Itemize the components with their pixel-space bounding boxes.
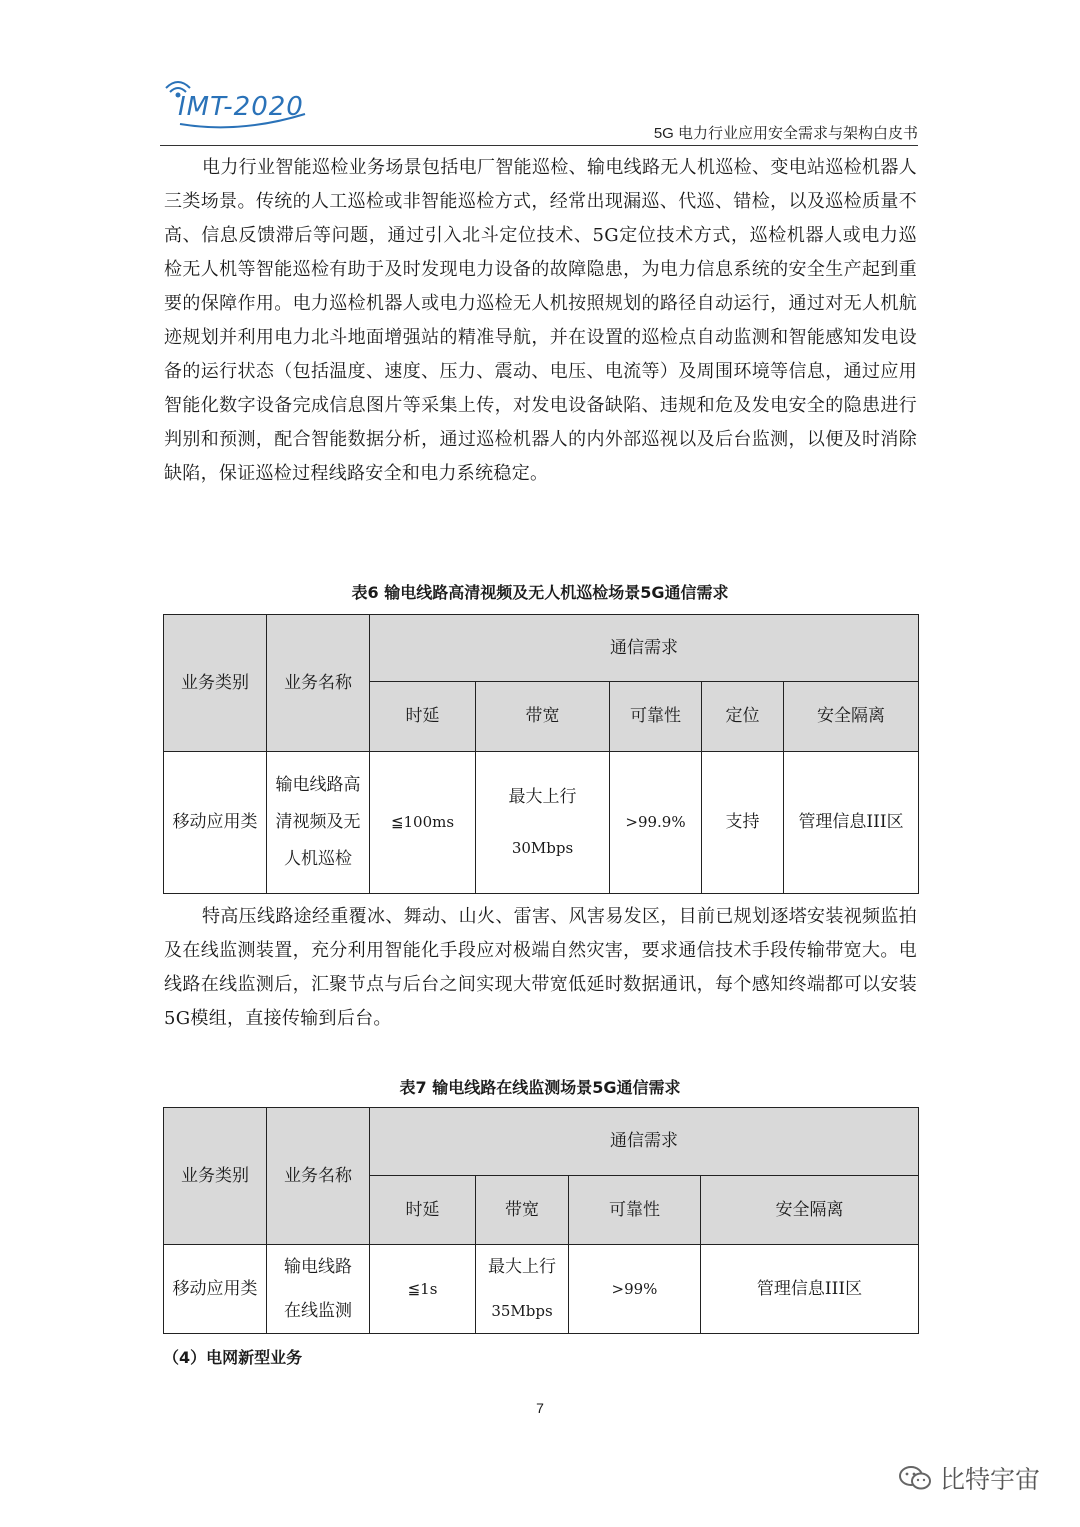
header-latency: 时延: [370, 682, 476, 752]
watermark-text: 比特宇宙: [939, 1465, 1040, 1494]
header-communication-requirements: 通信需求: [370, 1108, 919, 1176]
body-paragraph: 电力行业智能巡检业务场景包括电厂智能巡检、输电线路无人机巡检、变电站巡检机器人三类场景。传统的人工巡检或非智能巡检方式，经常出现漏巡、代巡、错检，以及巡检质量不高、信息反馈滞后等问题，通过引入北斗定位技术、5G定位技术方式，巡检机器人或电力巡检无人机等智能巡检有助于及时发现电力设备的故障隐患，为电力信息系统的安全生产起到重要的保障作用。电力巡检机器人或电力巡检无人机按照规划的路径自动运行，通过对无人机航迹规划并利用电力北斗地面增强站的精准导航，并在设置的巡检点自动监测和智能感知发电设备的运行状态（包括温度、速度、压力、震动、电压、电流等）及周围环境等信息，通过应用智能化数字设备完成信息图片等采集上传，对发电设备缺陷、违规和危及发电安全的隐患进行判别和预测，配合智能数据分析，通过巡检机器人的内外部巡视以及后台监测，以便及时消除缺陷，保证巡检过程线路安全和电力系统稳定。: [164, 157, 917, 484]
cell-line: 输电线路: [284, 1257, 352, 1277]
header-latency: 时延: [370, 1176, 476, 1245]
imt-2020-logo: [160, 78, 310, 130]
cell-line: 在线监测: [284, 1301, 352, 1321]
table-row: [164, 1245, 919, 1334]
header-business-name: 业务名称: [267, 1108, 370, 1245]
cell-bandwidth: [476, 752, 610, 894]
cell-line: 30Mbps: [511, 838, 574, 857]
logo-text: IMT-2020: [178, 92, 304, 122]
header-business-type: 业务类别: [164, 1108, 267, 1245]
cell-security-isolation: 管理信息III区: [701, 1245, 919, 1334]
header-security-isolation: 安全隔离: [784, 682, 919, 752]
page-number: 7: [536, 1400, 544, 1416]
header-bandwidth: 带宽: [476, 682, 610, 752]
header-reliability: 可靠性: [569, 1176, 701, 1245]
table-7: [163, 1107, 919, 1334]
cell-business-type: 移动应用类: [164, 752, 267, 894]
cell-line: 清视频及无: [275, 812, 361, 832]
cell-line: 输电线路高: [275, 775, 361, 795]
header-positioning: 定位: [702, 682, 784, 752]
cell-business-name: [267, 1245, 370, 1334]
watermark: [898, 1460, 1040, 1496]
header-divider: [160, 145, 918, 146]
wechat-icon: [898, 1465, 932, 1491]
document-title: 5G 电力行业应用安全需求与架构白皮书: [653, 125, 918, 142]
header-reliability: 可靠性: [610, 682, 702, 752]
header-business-name: 业务名称: [267, 615, 370, 752]
header-security-isolation: 安全隔离: [701, 1176, 919, 1245]
cell-latency: ≦1s: [370, 1245, 476, 1334]
cell-business-type: 移动应用类: [164, 1245, 267, 1334]
cell-line: 35Mbps: [491, 1302, 553, 1320]
cell-line: 最大上行: [488, 1257, 556, 1277]
table-6: [163, 614, 919, 894]
header-business-type: 业务类别: [164, 615, 267, 752]
cell-security-isolation: 管理信息III区: [784, 752, 919, 894]
table-6-caption: 表6 输电线路高清视频及无人机巡检场景5G通信需求: [351, 583, 729, 602]
body-paragraph: 特高压线路途经重覆冰、舞动、山火、雷害、风害易发区，目前已规划逐塔安装视频监拍及在线监测装置，充分利用智能化手段应对极端自然灾害，要求通信技术手段传输带宽大。电线路在线监测后，汇聚节点与后台之间实现大带宽低延时数据通讯，每个感知终端都可以安装5G模组，直接传输到后台。: [164, 906, 917, 1029]
cell-reliability: >99%: [569, 1245, 701, 1334]
cell-business-name: [267, 752, 370, 894]
header-communication-requirements: 通信需求: [370, 615, 919, 682]
cell-line: 最大上行: [508, 786, 577, 807]
section-heading: （4）电网新型业务: [163, 1348, 303, 1367]
cell-line: 人机巡检: [284, 849, 352, 869]
table-7-caption: 表7 输电线路在线监测场景5G通信需求: [399, 1078, 681, 1097]
header-bandwidth: 带宽: [476, 1176, 569, 1245]
cell-latency: ≦100ms: [370, 752, 476, 894]
table-row: [164, 752, 919, 894]
cell-bandwidth: [476, 1245, 569, 1334]
cell-positioning: 支持: [702, 752, 784, 894]
cell-reliability: >99.9%: [610, 752, 702, 894]
